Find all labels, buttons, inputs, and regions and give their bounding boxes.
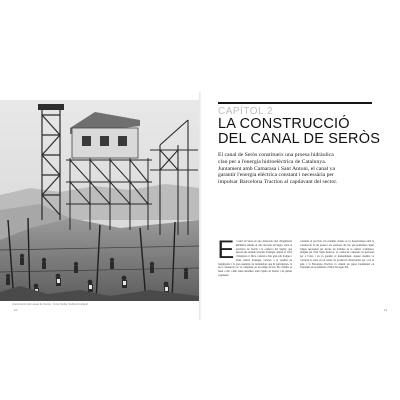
chapter-title-line: DEL CANAL DE SERÒS (218, 131, 381, 147)
page-number-left: 10 (14, 308, 18, 312)
body-column-2 (300, 240, 374, 300)
lead-line: El canal de Seròs constitueix una proesa hidràulica (218, 152, 334, 158)
lead-line: garantir l'energia elèctrica constant i necessària per (218, 172, 334, 179)
chapter-title (218, 117, 388, 147)
body-text (218, 240, 374, 300)
title-rule (218, 102, 372, 104)
construction-photo (0, 100, 199, 301)
body-column-1-text: l canal de Seròs és una destacada obra d'enginyeria hidràulica situada al curs del baix riu Segre, entre la província de Lleida i la comarca del Segrià, que suposà una notable inversió d'energia. Iniciat el 1912 i finalitzat el 1914, constava d'un gran salt d'aigua i d'una central d'energia. Gràcies a la qualitat de l'enginyeria i la gran quantitat de treballadors que hi participaren, la seva construcció es va completar en un temps rècord. Els treballs es feien a mà i amb eines senzilles, amb l'ajuda de bestiar i de petites vagonetes. (218, 240, 292, 277)
lead-line: impulsar Barcelona Traction al capdavant del sector. (218, 179, 338, 186)
body-column-1 (218, 240, 292, 300)
lead-line: clau per a l'energia hidroelèctrica de Catalunya. (218, 158, 327, 165)
page-number-right: 11 (384, 308, 388, 312)
body-column-2-text: construir el seu flux. Un exemple clàssic es va desenvolupar amb la construcció de les preses i les rescloses del riu, que permetien captar l'aigua necessària per moure les turbines de la central. L'empresa, dirigida per Fred Stark Pearson, va contractar centenars de persones per a l'obra i en va garantir el manteniment. Aquest sistema va convertir la zona en un centre de producció d'electricitat per a tot el país, i la Barcelona Traction va obtenir un paper fonamental en l'expansió de la indústria a l'inici del segle XX. (300, 240, 374, 270)
drop-cap: E (218, 240, 235, 264)
lead-line: Juntament amb Camarasa i Sant Antoni, el canal va (218, 165, 336, 172)
book-gutter (199, 92, 201, 320)
chapter-title-line: LA CONSTRUCCIÓ (218, 116, 350, 132)
lead-paragraph (218, 152, 374, 186)
photo-credit: Construcció del canal de Seròs · Fons Sofia, Subirà Fotògraf (12, 303, 88, 306)
chapter-label: CAPÍTOL 2 (218, 106, 274, 117)
